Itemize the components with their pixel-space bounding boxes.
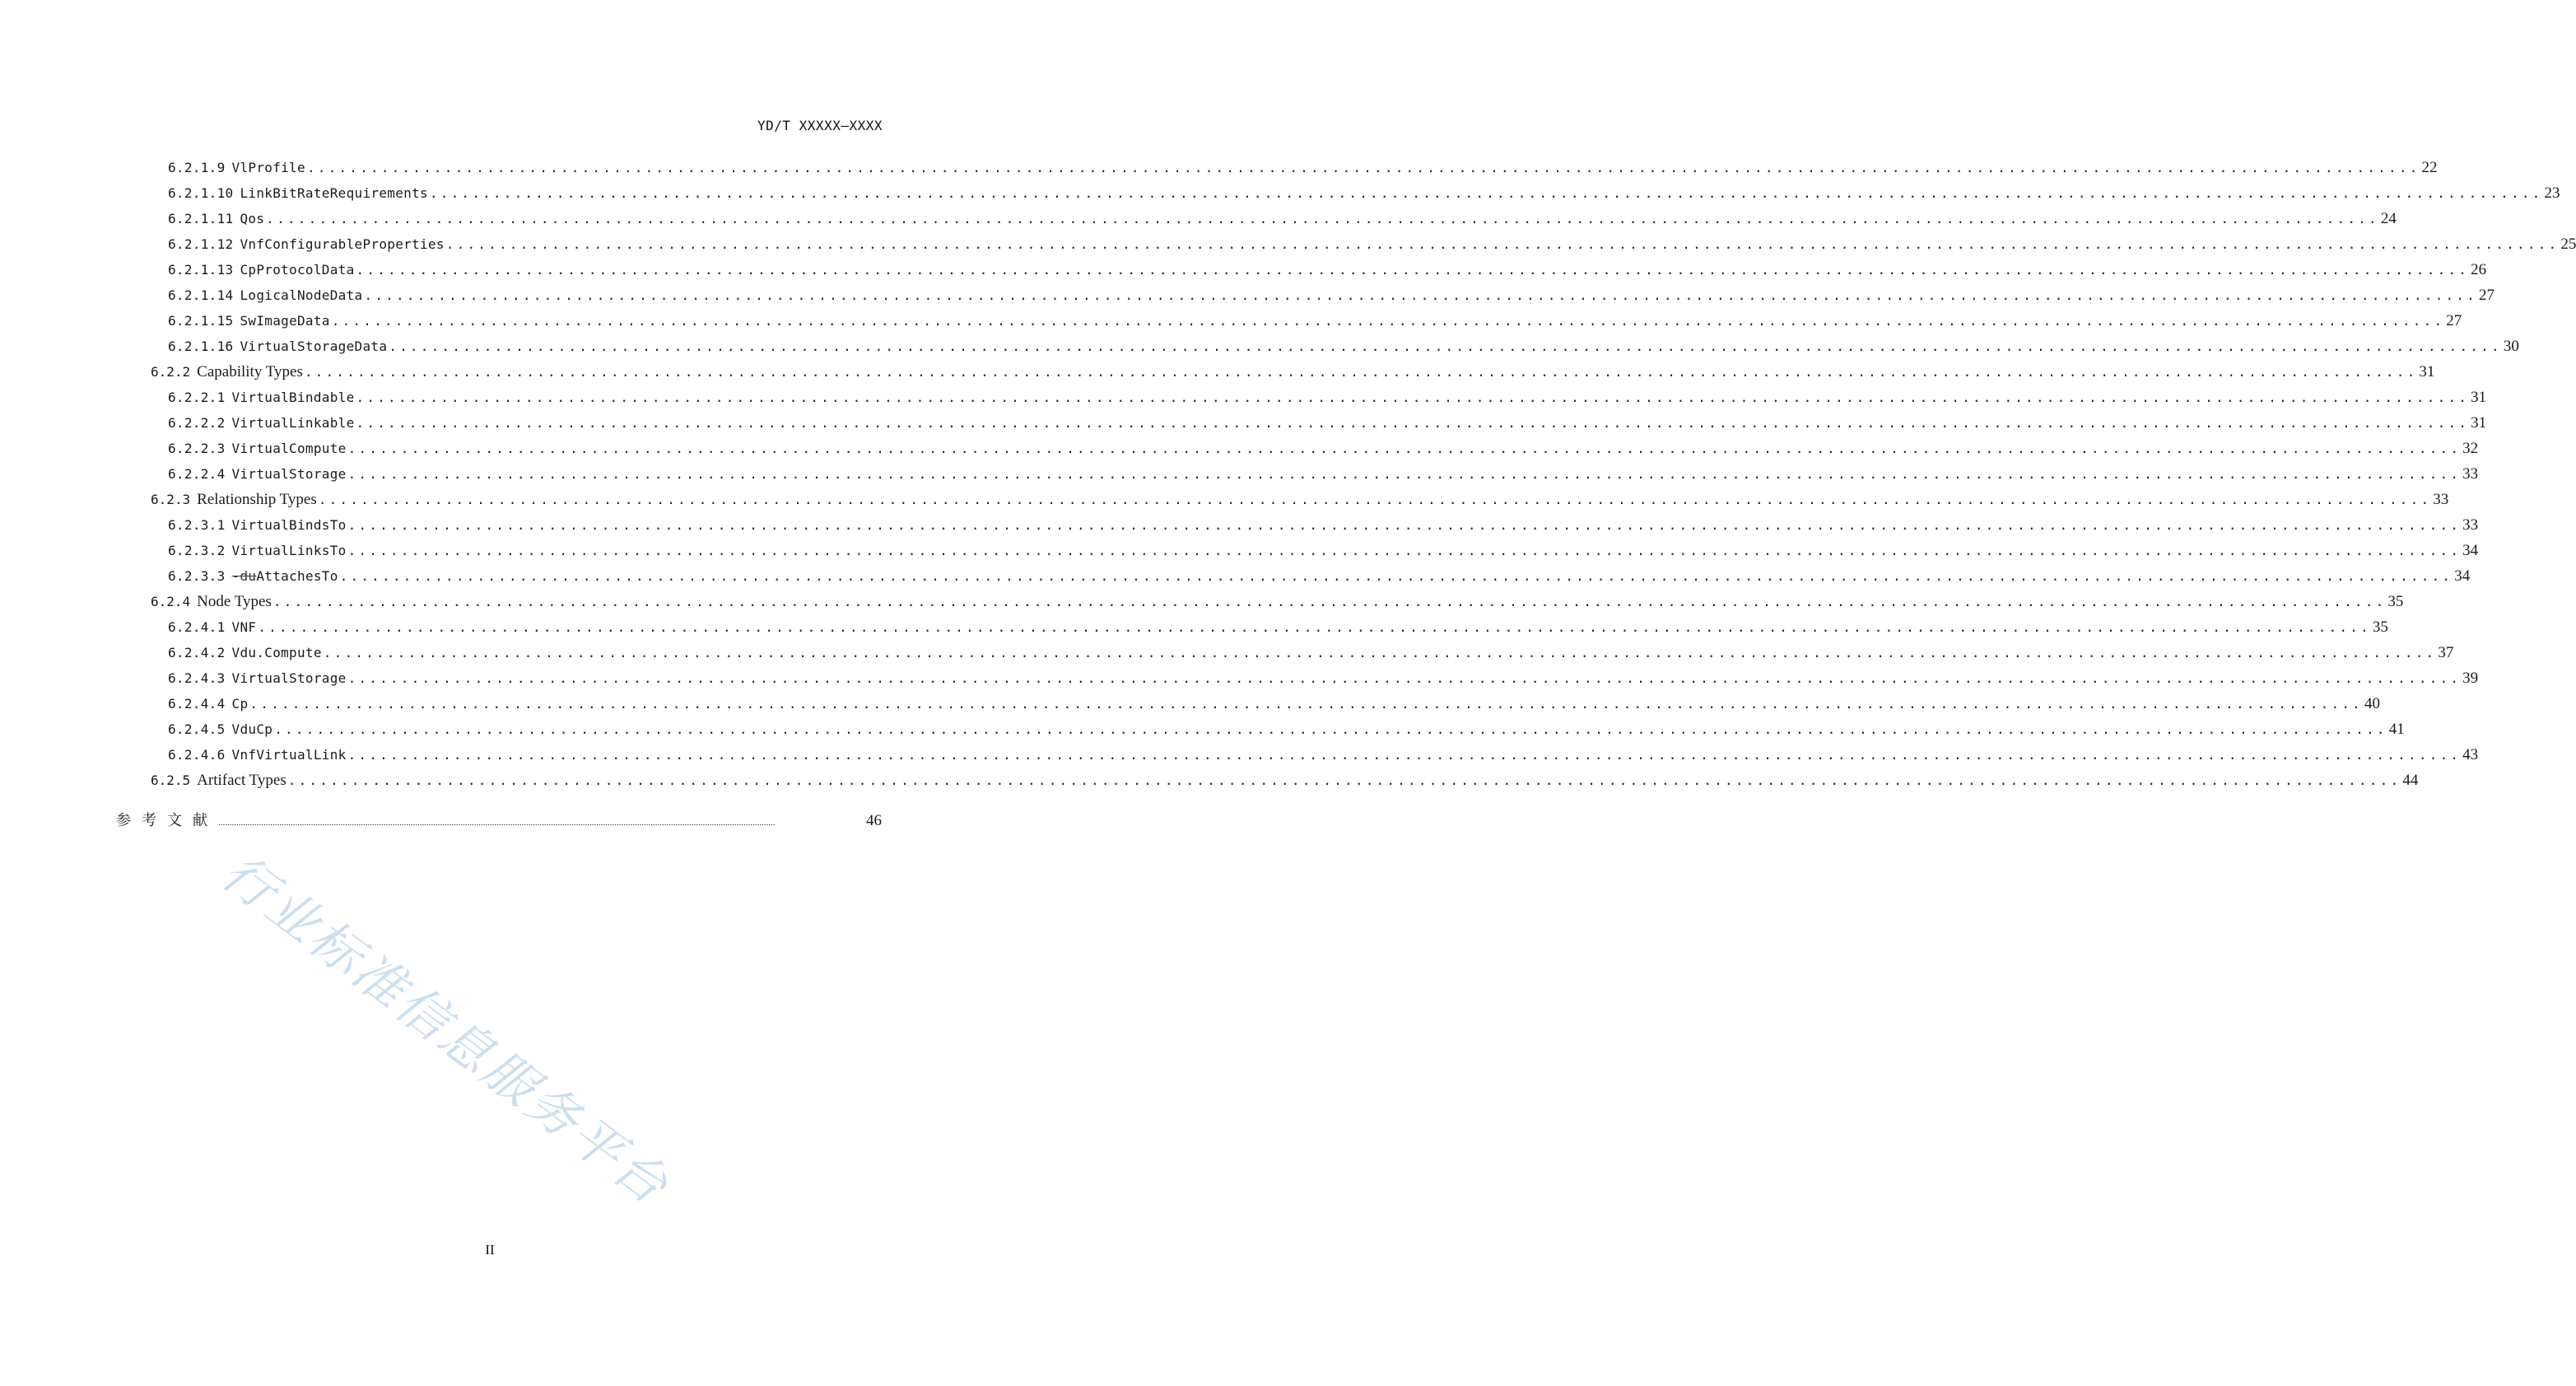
toc-entry-page: 30 (2503, 338, 2519, 355)
toc-entry-page: 33 (2462, 516, 2479, 534)
toc-entry-title: VirtualStorage (231, 670, 347, 686)
toc-entry-title: Vdu.Compute (231, 645, 322, 660)
toc-leader-dots: ........................................................................................................................................................................................................ (356, 390, 2470, 405)
toc-entry-title: VnfVirtualLink (231, 747, 347, 763)
deleted-text: -du (231, 568, 257, 584)
toc-entry-title: VirtualLinkable (231, 415, 355, 431)
toc-leader-dots: ........................................................................................................................................................................................................ (331, 313, 2445, 329)
toc-leader-dots: ........................................................................................................................................................................................................ (274, 721, 2387, 737)
page-number: II (485, 1242, 495, 1258)
toc-entry-page: 25 (2560, 236, 2576, 253)
toc-leader-dots: ........................................................................................................................................................................................................ (389, 338, 2502, 354)
toc-entry[interactable] (168, 337, 2519, 357)
toc-entry-number: 6.2.3.3 (168, 568, 226, 584)
toc-entry-title: VirtualCompute (231, 441, 347, 456)
toc-leader-dots: ........................................................................................................................................................................................................ (318, 492, 2432, 507)
toc-entry-title: CpProtocolData (240, 262, 355, 278)
toc-entry-title: Qos (240, 211, 265, 226)
toc-entry-title: 参考文献 (116, 812, 218, 829)
toc-entry[interactable] (168, 286, 2495, 306)
watermark: 行业标准信息服务平台 (211, 842, 682, 1217)
toc-entry-number: 6.2.1.9 (168, 160, 226, 175)
toc-leader-dots: ........................................................................................................................................................................................................ (347, 747, 2462, 763)
toc-entry-number: 6.2.5 (151, 772, 191, 788)
toc-entry[interactable] (168, 720, 2405, 740)
toc-leader-dots: ........................................................................................................................................................................................................ (364, 287, 2478, 303)
toc-entry[interactable] (168, 694, 2380, 714)
toc-entry[interactable] (151, 771, 2419, 791)
toc-entry-page: 31 (2471, 389, 2487, 406)
toc-entry-number: 6.2.2.4 (168, 466, 226, 482)
toc-entry-number: 6.2.2.2 (168, 415, 226, 431)
toc-entry[interactable] (168, 643, 2454, 663)
toc-entry-page: 26 (2471, 261, 2487, 278)
toc-entry-number: 6.2.4.1 (168, 619, 226, 635)
toc-entry-number: 6.2.4 (151, 594, 191, 609)
toc-entry-number: 6.2.1.12 (168, 236, 234, 252)
toc-entry-page: 43 (2462, 746, 2479, 763)
toc-entry[interactable] (168, 235, 2576, 254)
toc-leader-dots: ........................................................................................................................................................................................................ (323, 645, 2437, 660)
toc-entry-title: VirtualStorage (231, 466, 347, 482)
toc-entry-number: 6.2.4.2 (168, 645, 226, 660)
toc-entry-number: 6.2.2.1 (168, 390, 226, 405)
toc-entry-page: 31 (2419, 363, 2435, 380)
toc-entry[interactable] (168, 158, 2438, 178)
toc-entry-title: Capability Types (197, 363, 303, 380)
toc-entry-page: 41 (2388, 721, 2405, 738)
toc-leader-dots: ........................................................................................................................................................................................................ (356, 415, 2470, 431)
toc-entry-page: 33 (2433, 491, 2449, 508)
toc-entry-number: 6.2.1.11 (168, 211, 234, 226)
toc-entry-number: 6.2.1.16 (168, 338, 234, 354)
toc-leader-dots: ........................................................................................................................................................................................................ (266, 211, 2379, 226)
toc-entry-number: 6.2.1.13 (168, 262, 234, 278)
toc-entry-title: VirtualLinksTo (231, 543, 347, 558)
toc-entry-number: 6.2.4.5 (168, 721, 226, 737)
toc-entry[interactable] (168, 745, 2479, 765)
toc-entry-page: 40 (2364, 695, 2380, 712)
toc-entry-number: 6.2.4.3 (168, 670, 226, 686)
toc-entry[interactable] (168, 567, 2471, 586)
toc-leader-dots: ........................................................................................................................................................................................................ (287, 772, 2401, 788)
toc-entry-page: 27 (2479, 287, 2495, 304)
toc-entry-references[interactable] (116, 810, 882, 832)
toc-leader-dots: ........................................................................................................................................................................................................ (273, 594, 2387, 609)
toc-entry-page: 23 (2544, 184, 2560, 202)
toc-entry[interactable] (168, 541, 2479, 561)
toc-entry-title-text: AttachesTo (256, 568, 338, 584)
toc-entry-number: 6.2.3 (151, 492, 191, 507)
toc-entry[interactable] (168, 260, 2487, 280)
toc-entry-page: 44 (2402, 772, 2419, 789)
toc-entry[interactable] (168, 209, 2397, 229)
toc-entry-page: 37 (2438, 644, 2454, 661)
toc-leader-dots: ...................................................................................................................................................................................................................................................... (218, 818, 776, 828)
toc-leader-dots: ........................................................................................................................................................................................................ (347, 543, 2462, 558)
toc-entry-number: 6.2.1.14 (168, 287, 234, 303)
toc-leader-dots: ........................................................................................................................................................................................................ (429, 185, 2543, 201)
toc-entry[interactable] (151, 362, 2435, 382)
toc-entry-page: 35 (2387, 593, 2404, 610)
toc-entry-page: 33 (2462, 465, 2479, 483)
toc-entry-title: LinkBitRateRequirements (240, 185, 428, 201)
toc-entry-title: Cp (231, 696, 249, 712)
toc-entry-title: VduCp (231, 721, 273, 737)
toc-entry-number: 6.2.1.15 (168, 313, 234, 329)
toc-entry-page: 31 (2471, 414, 2487, 432)
toc-entry-title: SwImageData (240, 313, 330, 329)
standard-code: YD/T XXXXX—XXXX (757, 118, 883, 133)
toc-entry[interactable] (168, 618, 2388, 637)
toc-entry[interactable] (168, 516, 2479, 535)
toc-entry-page: 35 (2372, 618, 2388, 636)
toc-entry[interactable] (168, 184, 2560, 203)
toc-entry-number: 6.2.3.2 (168, 543, 226, 558)
toc-leader-dots: ........................................................................................................................................................................................................ (304, 364, 2418, 380)
toc-entry[interactable] (151, 592, 2404, 612)
toc-leader-dots: ........................................................................................................................................................................................................ (339, 568, 2453, 584)
toc-entry[interactable] (168, 388, 2487, 408)
toc-entry-page: 46 (866, 812, 882, 829)
toc-leader-dots: ........................................................................................................................................................................................................ (356, 262, 2470, 278)
toc-entry-page: 27 (2446, 312, 2462, 329)
toc-entry-title: VirtualStorageData (240, 338, 388, 354)
toc-entry[interactable] (168, 669, 2479, 688)
toc-entry-title: VnfConfigurableProperties (240, 236, 445, 252)
toc-entry-title (232, 567, 338, 586)
toc-entry-number: 6.2.2.3 (168, 441, 226, 456)
toc-entry-title: LogicalNodeData (240, 287, 363, 303)
toc-entry-page: 39 (2462, 670, 2479, 687)
toc-entry-page: 24 (2380, 210, 2397, 227)
toc-entry[interactable] (168, 311, 2462, 331)
toc-leader-dots: ........................................................................................................................................................................................................ (306, 160, 2420, 175)
toc-entry-title: VNF (231, 619, 257, 635)
toc-entry-page: 32 (2462, 440, 2479, 457)
toc-entry-title: VlProfile (231, 160, 305, 175)
toc-entry-title: Artifact Types (197, 772, 286, 789)
toc-leader-dots: ........................................................................................................................................................................................................ (249, 696, 2363, 712)
toc-entry-number: 6.2.4.4 (168, 696, 226, 712)
toc-entry-title: VirtualBindable (231, 390, 355, 405)
toc-entry-title: VirtualBindsTo (231, 517, 347, 533)
toc-entry[interactable] (168, 413, 2487, 433)
toc-entry[interactable] (151, 490, 2449, 510)
toc-entry-title: Node Types (197, 593, 272, 610)
toc-entry-title: Relationship Types (197, 491, 317, 508)
toc-leader-dots: ........................................................................................................................................................................................................ (347, 517, 2462, 533)
toc-entry-number: 6.2.3.1 (168, 517, 226, 533)
toc-leader-dots: ........................................................................................................................................................................................................ (258, 619, 2371, 635)
toc-entry-number: 6.2.4.6 (168, 747, 226, 763)
toc-entry[interactable] (168, 439, 2479, 459)
toc-leader-dots: ........................................................................................................................................................................................................ (347, 441, 2462, 456)
toc-entry-page: 34 (2462, 542, 2479, 559)
toc-leader-dots: ........................................................................................................................................................................................................ (347, 670, 2462, 686)
toc-entry-page: 34 (2454, 567, 2471, 585)
toc-leader-dots: ........................................................................................................................................................................................................ (347, 466, 2462, 482)
toc-entry[interactable] (168, 464, 2479, 484)
toc-entry-page: 22 (2421, 159, 2438, 176)
toc-entry-number: 6.2.2 (151, 364, 191, 380)
toc-leader-dots: ........................................................................................................................................................................................................ (445, 236, 2560, 252)
toc-entry-number: 6.2.1.10 (168, 185, 234, 201)
